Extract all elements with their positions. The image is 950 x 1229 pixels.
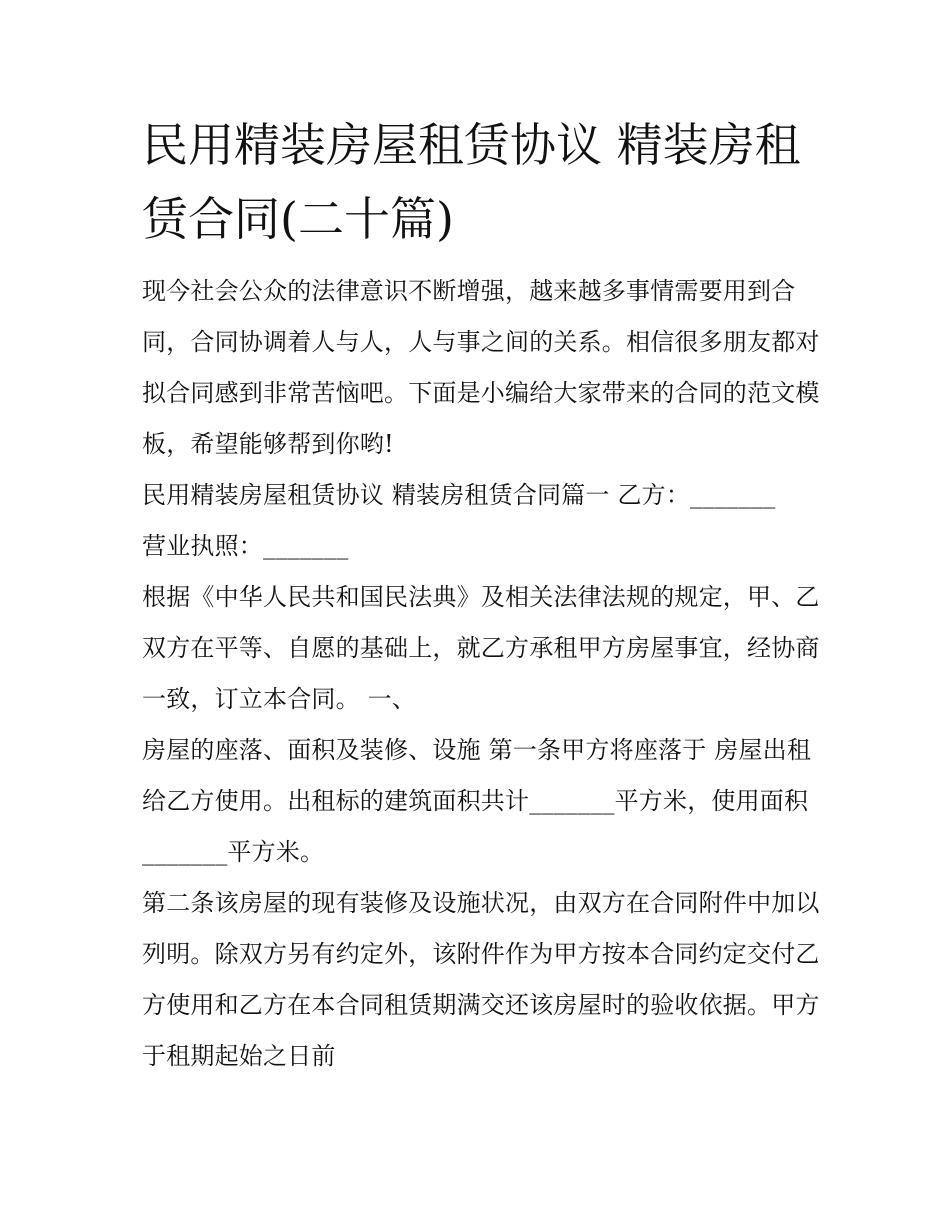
legal-basis-paragraph: 根据《中华人民共和国民法典》及相关法律法规的规定，甲、乙双方在平等、自愿的基础上，就乙方承租甲方房屋事宜，经协商一致，订立本合同。 一、 — [142, 583, 820, 713]
business-license-line: 营业执照：_______ — [142, 532, 349, 560]
contract-heading-line: 民用精装房屋租赁协议 精装房租赁合同篇一 乙方：_______ — [142, 481, 776, 509]
article-two-paragraph: 第二条该房屋的现有装修及设施状况，由双方在合同附件中加以列明。除双方另有约定外，该附件作为甲方按本合同约定交付乙方使用和乙方在本合同租赁期满交还该房屋时的验收依据。甲方于租期起始之日前 — [142, 889, 820, 1070]
article-one-paragraph: 房屋的座落、面积及装修、设施 第一条甲方将座落于 房屋出租给乙方使用。出租标的建筑面积共计_______平方米，使用面积_______平方米。 — [142, 736, 812, 866]
intro-paragraph: 现今社会公众的法律意识不断增强，越来越多事情需要用到合同，合同协调着人与人，人与事之间的关系。相信很多朋友都对拟合同感到非常苦恼吧。下面是小编给大家带来的合同的范文模板，希望能够帮到你哟! — [142, 277, 820, 458]
document-title: 民用精装房屋租赁协议 精装房租赁合同(二十篇) — [142, 118, 801, 246]
